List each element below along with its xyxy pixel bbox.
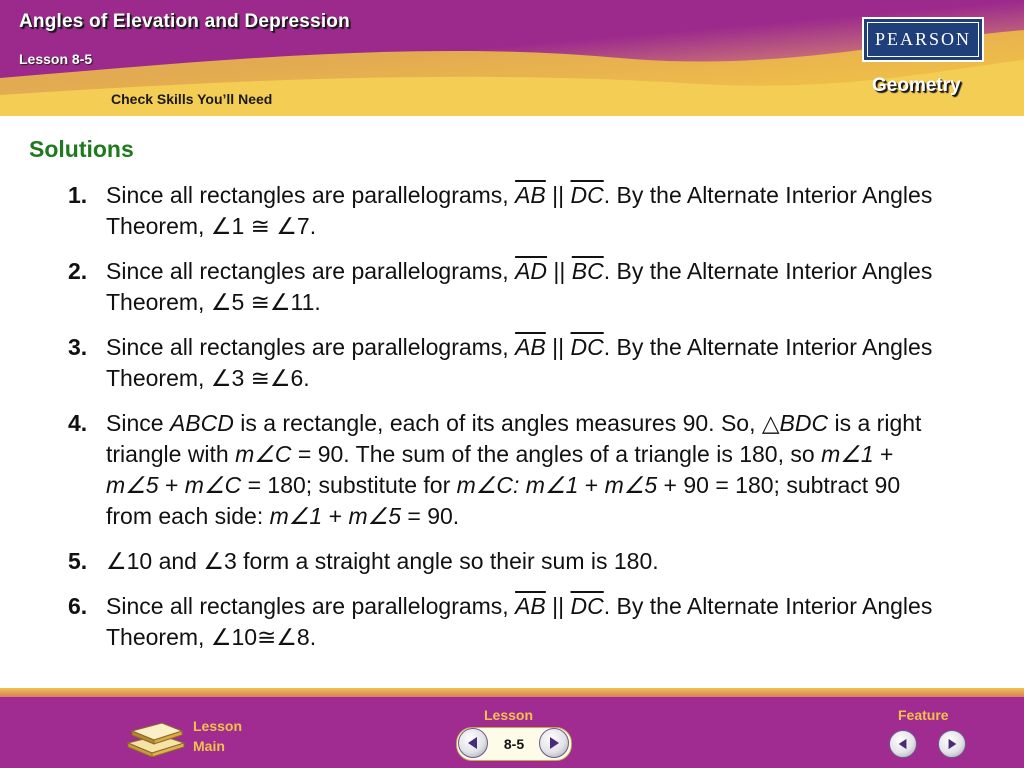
lesson-prev-button[interactable] bbox=[458, 728, 488, 758]
lesson-label: Lesson 8-5 bbox=[19, 51, 93, 67]
solution-item bbox=[68, 180, 938, 242]
segment-bc: $\overline{BC}$ bbox=[571, 258, 604, 284]
feature-nav-label: Feature bbox=[898, 707, 949, 723]
pearson-logo bbox=[862, 17, 984, 62]
prev-arrow-icon bbox=[897, 738, 909, 750]
item-number: 5. bbox=[68, 548, 88, 574]
next-arrow-icon bbox=[547, 736, 561, 750]
segment-ab: $\overline{AB}$ bbox=[515, 334, 546, 360]
lesson-next-button[interactable] bbox=[539, 728, 569, 758]
slide-header bbox=[0, 0, 1024, 116]
lesson-main-line1: Lesson bbox=[193, 718, 243, 734]
segment-dc: $\overline{DC}$ bbox=[570, 334, 604, 360]
item-number: 6. bbox=[68, 593, 88, 619]
solution-item bbox=[68, 408, 938, 532]
feature-prev-button[interactable] bbox=[889, 730, 917, 758]
item-text: ∠10 and ∠3 form a straight angle so their sum is 180. bbox=[106, 548, 659, 574]
item-number: 2. bbox=[68, 258, 88, 284]
solution-item bbox=[68, 332, 938, 394]
solutions-list bbox=[68, 180, 938, 667]
footer-band bbox=[0, 688, 1024, 697]
solution-item bbox=[68, 256, 938, 318]
item-text: Since all rectangles are parallelograms, $\overline{AD}$ || $\overline{BC}$. By the Alternate Interior Angles Theorem, ∠5 ≅∠11. bbox=[106, 258, 933, 315]
solution-item bbox=[68, 591, 938, 653]
item-text: Since all rectangles are parallelograms, $\overline{AB}$ || $\overline{DC}$. By the Alternate Interior Angles Theorem, ∠3 ≅∠6. bbox=[106, 334, 933, 391]
item-number: 1. bbox=[68, 182, 88, 208]
next-arrow-icon bbox=[946, 738, 958, 750]
lesson-main-line2: Main bbox=[193, 738, 225, 754]
segment-ab: $\overline{AB}$ bbox=[515, 593, 546, 619]
lesson-nav-pill bbox=[456, 727, 572, 761]
segment-dc: $\overline{DC}$ bbox=[570, 182, 604, 208]
solution-item bbox=[68, 546, 938, 577]
slide-footer bbox=[0, 688, 1024, 768]
segment-dc: $\overline{DC}$ bbox=[570, 593, 604, 619]
subject-title: Geometry bbox=[872, 75, 961, 96]
slide-subtitle: Check Skills You’ll Need bbox=[111, 91, 273, 107]
feature-next-button[interactable] bbox=[938, 730, 966, 758]
prev-arrow-icon bbox=[466, 736, 480, 750]
item-number: 4. bbox=[68, 410, 88, 436]
lesson-nav-label: Lesson bbox=[484, 707, 534, 723]
item-text: Since all rectangles are parallelograms, $\overline{AB}$ || $\overline{DC}$. By the Alternate Interior Angles Theorem, ∠1 ≅ ∠7. bbox=[106, 182, 933, 239]
pearson-logo-text: PEARSON bbox=[867, 22, 979, 57]
item-text: Since all rectangles are parallelograms, $\overline{AB}$ || $\overline{DC}$. By the Alternate Interior Angles Theorem, ∠10≅∠8. bbox=[106, 593, 933, 650]
segment-ad: $\overline{AD}$ bbox=[515, 258, 548, 284]
lesson-number: 8-5 bbox=[503, 736, 525, 752]
solutions-heading: Solutions bbox=[29, 136, 134, 162]
segment-ab: $\overline{AB}$ bbox=[515, 182, 546, 208]
lesson-main-link[interactable] bbox=[193, 716, 242, 756]
slide-title: Angles of Elevation and Depression bbox=[19, 11, 350, 32]
book-stack-icon[interactable] bbox=[126, 713, 186, 757]
item-number: 3. bbox=[68, 334, 88, 360]
item-text: Since ABCD is a rectangle, each of its angles measures 90. So, △BDC is a right triangle with m∠C = 90. The sum of the angles of a triangle is 180, so m∠1 + m∠5 + m∠C = 180; substitute for m∠C: m∠1 + m∠5 + 90 = 180; subtract 90 from each side: m∠1 + m∠5 = 90. bbox=[106, 410, 922, 529]
